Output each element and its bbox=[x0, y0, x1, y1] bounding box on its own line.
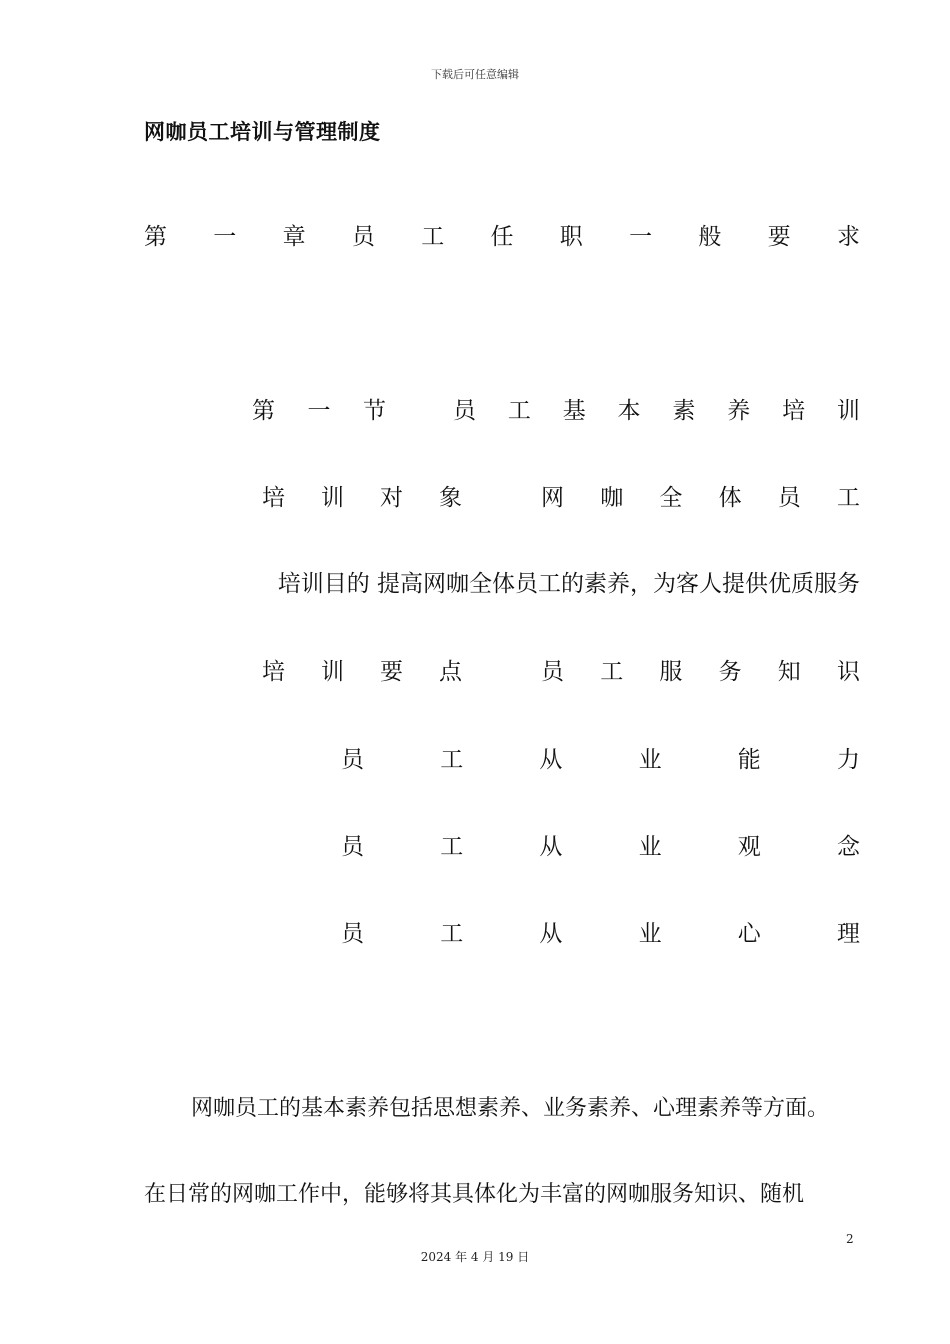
target-label-char: 对 bbox=[380, 485, 403, 511]
chapter-char: 职 bbox=[559, 224, 583, 250]
section-number bbox=[252, 396, 386, 426]
point-char: 员 bbox=[341, 747, 364, 773]
points-label-char: 点 bbox=[439, 659, 462, 685]
section-char: 第 bbox=[252, 398, 275, 424]
chapter-char: 章 bbox=[282, 224, 306, 250]
paragraph-line: 在日常的网咖工作中，能够将其具体化为丰富的网咖服务知识、随机 bbox=[144, 1182, 805, 1207]
section-title-char: 本 bbox=[617, 398, 641, 424]
chapter-char: 任 bbox=[490, 224, 514, 250]
point-char: 念 bbox=[836, 834, 860, 860]
point-char: 务 bbox=[718, 659, 742, 685]
points-label-char: 要 bbox=[380, 659, 403, 685]
target-value-char: 咖 bbox=[600, 485, 624, 511]
chapter-char: 求 bbox=[836, 224, 860, 250]
section-title-char: 养 bbox=[727, 398, 751, 424]
target-label-char: 象 bbox=[439, 485, 462, 511]
target-value bbox=[541, 483, 860, 513]
point-char: 员 bbox=[341, 834, 364, 860]
chapter-char: 一 bbox=[213, 224, 237, 250]
points-label bbox=[262, 657, 462, 687]
target-value-char: 体 bbox=[718, 485, 742, 511]
point-item bbox=[341, 919, 860, 949]
point-char: 工 bbox=[440, 921, 464, 947]
point-char: 心 bbox=[737, 921, 761, 947]
section-title-char: 基 bbox=[562, 398, 586, 424]
point-char: 工 bbox=[440, 834, 464, 860]
section-title-char: 工 bbox=[507, 398, 531, 424]
chapter-char: 一 bbox=[629, 224, 653, 250]
footer-date: 2024 年 4 月 19 日 bbox=[420, 1250, 530, 1264]
target-label-char: 培 bbox=[262, 485, 285, 511]
point-char: 工 bbox=[440, 747, 464, 773]
chapter-char: 员 bbox=[351, 224, 375, 250]
target-value-char: 网 bbox=[541, 485, 564, 511]
section-title-char: 训 bbox=[836, 398, 860, 424]
page-number: 2 bbox=[846, 1232, 854, 1246]
header-note: 下载后可任意编辑 bbox=[431, 68, 519, 81]
target-label-char: 训 bbox=[321, 485, 344, 511]
section-char: 节 bbox=[363, 398, 386, 424]
chapter-char: 工 bbox=[421, 224, 445, 250]
point-item bbox=[541, 657, 860, 687]
point-item bbox=[341, 832, 860, 862]
point-char: 知 bbox=[777, 659, 801, 685]
point-char: 力 bbox=[836, 747, 860, 773]
point-char: 从 bbox=[539, 921, 563, 947]
point-char: 员 bbox=[341, 921, 364, 947]
points-label-char: 训 bbox=[321, 659, 344, 685]
chapter-heading bbox=[144, 222, 860, 252]
point-char: 识 bbox=[836, 659, 860, 685]
document-title: 网咖员工培训与管理制度 bbox=[144, 120, 381, 144]
section-title-char: 素 bbox=[672, 398, 696, 424]
target-label bbox=[262, 483, 462, 513]
point-char: 业 bbox=[638, 747, 662, 773]
target-value-char: 员 bbox=[777, 485, 801, 511]
section-title bbox=[453, 396, 860, 426]
point-char: 理 bbox=[836, 921, 860, 947]
point-char: 能 bbox=[737, 747, 761, 773]
section-title-char: 员 bbox=[453, 398, 476, 424]
points-label-char: 培 bbox=[262, 659, 285, 685]
target-value-char: 工 bbox=[836, 485, 860, 511]
point-char: 员 bbox=[541, 659, 564, 685]
point-char: 服 bbox=[659, 659, 683, 685]
chapter-char: 般 bbox=[698, 224, 722, 250]
point-item bbox=[341, 745, 860, 775]
point-char: 业 bbox=[638, 834, 662, 860]
paragraph-line: 网咖员工的基本素养包括思想素养、业务素养、心理素养等方面。 bbox=[191, 1096, 830, 1121]
section-char: 一 bbox=[307, 398, 331, 424]
chapter-char: 要 bbox=[767, 224, 791, 250]
point-char: 业 bbox=[638, 921, 662, 947]
section-title-char: 培 bbox=[782, 398, 806, 424]
chapter-char: 第 bbox=[144, 224, 167, 250]
point-char: 工 bbox=[600, 659, 624, 685]
target-value-char: 全 bbox=[659, 485, 683, 511]
point-char: 观 bbox=[737, 834, 761, 860]
point-char: 从 bbox=[539, 747, 563, 773]
point-char: 从 bbox=[539, 834, 563, 860]
purpose-line: 培训目的 提高网咖全体员工的素养，为客人提供优质服务 bbox=[277, 571, 860, 597]
